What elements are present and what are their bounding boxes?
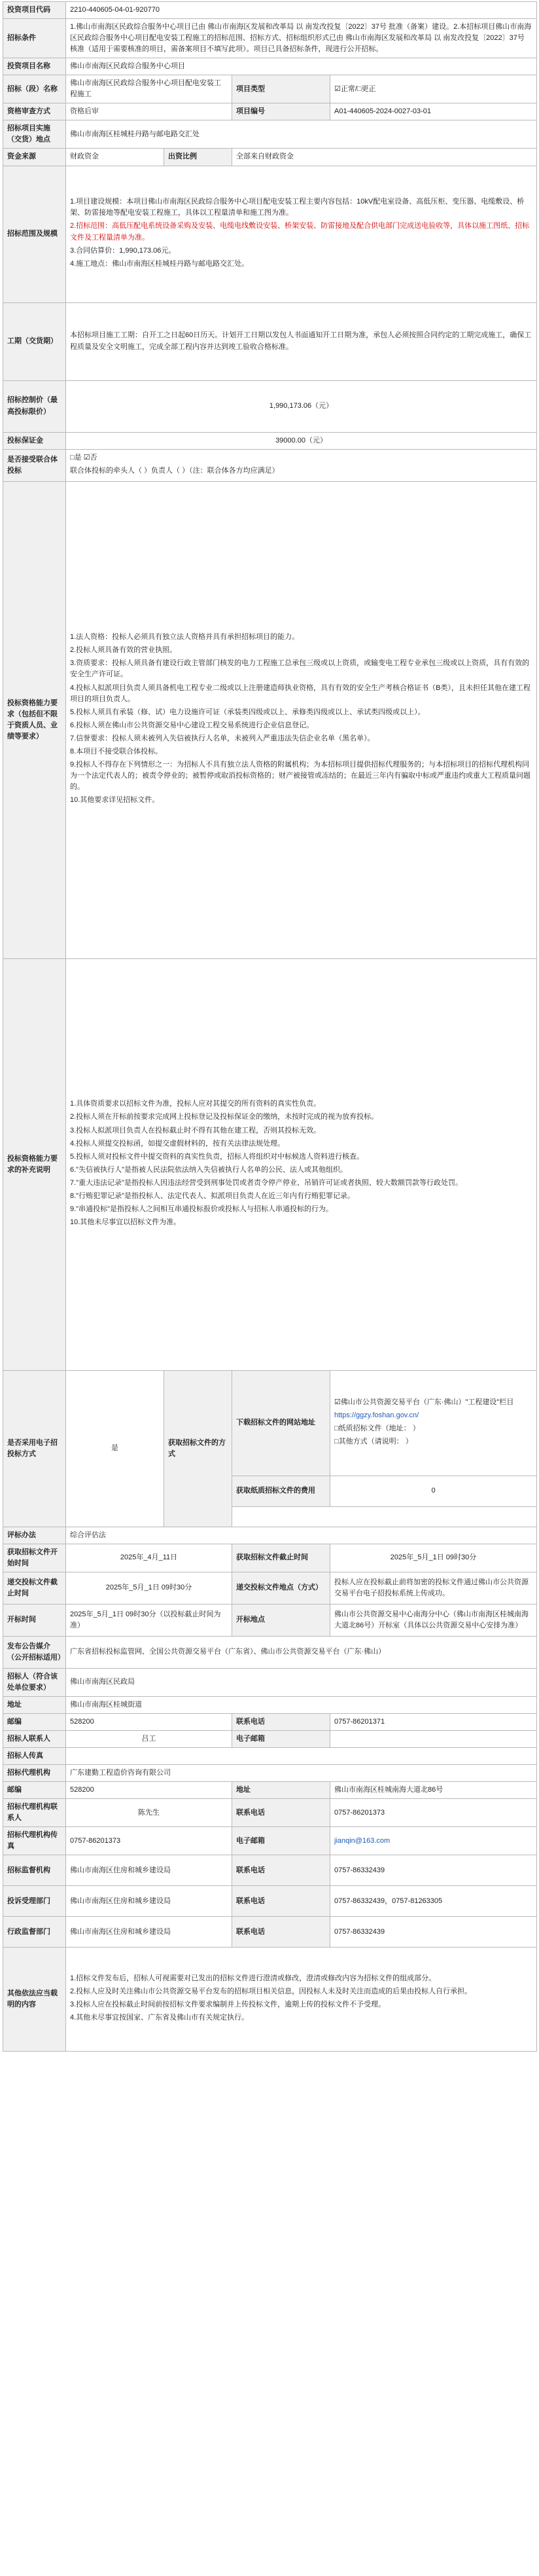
- doc-fee-label: 获取纸质招标文件的费用: [232, 1476, 330, 1506]
- review-item: 5.投标人须对投标文件中提交资料的真实性负责，招标人将组织对中标候选人资料进行核查。: [70, 1152, 364, 1161]
- complain-phone-label: 联系电话: [232, 1886, 330, 1917]
- agent-email[interactable]: jianqin@163.com: [330, 1827, 537, 1855]
- oversee-phone: 0757-86332439: [330, 1855, 537, 1886]
- consortium-value: □是 ☑否: [70, 453, 97, 462]
- doc-fee: 0: [330, 1476, 537, 1506]
- review-item: 10.其他未尽事宜以招标文件为准。: [70, 1218, 181, 1226]
- agent-phone: 0757-86201373: [330, 1799, 537, 1827]
- fund-ratio: 全部来自财政资金: [232, 149, 537, 166]
- tender-name-label: 招标（段）名称: [3, 75, 66, 103]
- admin-phone: 0757-86332439: [330, 1917, 537, 1948]
- get-doc-item: □纸质招标文件（地址： ）: [334, 1424, 420, 1432]
- qual-item: 4.投标人拟派项目负责人须具备机电工程专业二级或以上注册建造师执业资格，具有有效的安全生产考核合格证书（B类），且未担任其他在建工程项目的项目负责人。: [70, 683, 531, 703]
- qual-item: 9.投标人不得存在下列情形之一：为招标人不具有独立法人资格的附属机构；为本招标项目提供招标代理服务的；与本招标项目的招标代理机构同为一个法定代表人的；被责令停业的；被暂停或取消投标资格的；财产被接管或冻结的；在最近三年内有骗取中标或严重违约或重大工程质量问题的。: [70, 760, 530, 791]
- get-doc-item: ☑佛山市公共资源交易平台（广东·佛山）"工程建设"栏目: [334, 1398, 514, 1406]
- scope-item: 3.合同估算价：1,990,173.06元。: [70, 246, 176, 255]
- note-item: 1.招标文件发布后，招标人可视需要对已发出的招标文件进行澄清或修改，澄清或修改内容为招标文件的组成部分。: [70, 1974, 436, 1983]
- review-item: 2.投标人须在开标前按要求完成网上投标登记及投标保证金的缴纳，未按时完成的视为放弃投标。: [70, 1113, 379, 1121]
- review-item: 1.具体资质要求以招标文件为准，投标人应对其提交的所有资料的真实性负责。: [70, 1100, 321, 1108]
- addr: 佛山市南海区桂城街道: [66, 1696, 537, 1713]
- empty-cell: [232, 1506, 537, 1527]
- email-value: [330, 1730, 537, 1747]
- code-label: 邮编: [3, 1713, 66, 1730]
- review-cell: [66, 958, 537, 1370]
- tenderer: 佛山市南海区民政局: [66, 1668, 537, 1696]
- type-label: 项目类型: [232, 75, 330, 103]
- note-item: 4.其他未尽事宜按国家、广东省及佛山市有关规定执行。: [70, 2014, 249, 2022]
- eval-value: 综合评估法: [66, 1527, 537, 1544]
- doc-end-label: 获取招标文件截止时间: [232, 1544, 330, 1572]
- duration-label: 工期（交货期）: [3, 302, 66, 380]
- note-item: 2.投标人应及时关注佛山市公共资源交易平台发布的招标项目相关信息，因投标人未及时关注而造成的后果由投标人自行承担。: [70, 1987, 472, 1996]
- complain-label: 投诉受理部门: [3, 1886, 66, 1917]
- note-item: 3.投标人应在投标截止时间前按招标文件要求编制并上传投标文件，逾期上传的投标文件不予受理。: [70, 2001, 386, 2009]
- tender-table: [3, 1, 537, 2052]
- quals-label: 投标资格能力要求（包括但不限于资质人员、业绩等要求）: [3, 481, 66, 958]
- get-doc-item: □其他方式（请说明： ）: [334, 1437, 413, 1445]
- proj-no-label: 项目编号: [232, 103, 330, 120]
- consortium-note: 联合体投标的牵头人（ ）负责人（ ）（注：联合体各方均应满足）: [70, 466, 279, 475]
- location: 佛山市南海区桂城桂丹路与邮电路交汇处: [66, 120, 537, 149]
- agent-email-label: 电子邮箱: [232, 1827, 330, 1855]
- project-name-label: 投资项目名称: [3, 58, 66, 75]
- open-place-label: 开标地点: [232, 1604, 330, 1636]
- get-doc-cell: [330, 1370, 537, 1476]
- review-item: 4.投标人须提交投标函，如提交虚假材料的，按有关法律法规处理。: [70, 1139, 285, 1148]
- basis-label: 招标条件: [3, 19, 66, 58]
- agent-fax-label: 招标代理机构传真: [3, 1827, 66, 1855]
- open-time: 2025年_5月_1日 09时30分（以投标截止时间为准）: [66, 1604, 232, 1636]
- addr-label: 地址: [3, 1696, 66, 1713]
- admin-label: 行政监督部门: [3, 1917, 66, 1948]
- qual-item: 7.信誉要求：投标人须未被列入失信被执行人名单，未被列入严重违法失信企业名单（黑名单）。: [70, 734, 375, 742]
- agent-fax: 0757-86201373: [66, 1827, 232, 1855]
- fund-src-label: 资金来源: [3, 149, 66, 166]
- duration-text: 本招标项目施工工期：自开工之日起60日历天。计划开工日期以发包人书面通知开工日期为准，承包人必须按照合同约定的工期完成施工，确保工程质量及安全文明施工，完成全部工程内容并达到竣工验收合格标准。: [66, 302, 537, 380]
- complain-value: 佛山市南海区住房和城乡建设局: [66, 1886, 232, 1917]
- doc-start-label: 获取招标文件开始时间: [3, 1544, 66, 1572]
- oversee-phone-label: 联系电话: [232, 1855, 330, 1886]
- qual-item: 6.投标人须在佛山市公共资源交易中心建设工程交易系统进行企业信息登记。: [70, 721, 314, 729]
- email-label: 电子邮箱: [232, 1730, 330, 1747]
- e-bid-value: 是: [66, 1370, 164, 1527]
- proj-no: A01-440605-2024-0027-03-01: [330, 103, 537, 120]
- agent-contact-label: 招标代理机构联系人: [3, 1799, 66, 1827]
- project-code: 2210-440605-04-01-920770: [66, 2, 537, 19]
- tender-name: 佛山市南海区民政综合服务中心项目配电安装工程施工: [66, 75, 232, 103]
- basis-text: 1.佛山市南海区民政综合服务中心项目已由 佛山市南海区发展和改革局 以 南发改投复〔2022〕37号 批准（备案）建设。2.本招标项目佛山市南海区民政综合服务中心项目配电安装工程施工的招标范围、招标方式、招标组织形式已由 佛山市南海区发展和改革局 以 南发改投复〔2022〕37号 核准（适用于需要核准的项目，需备案项目不填写此项）。项目已具备招标条件，现进行公开招标。: [66, 19, 537, 58]
- phone-label: 联系电话: [232, 1713, 330, 1730]
- submit-place: 投标人应在投标截止前将加密的投标文件通过佛山市公共资源交易平台电子招投标系统上传成功。: [330, 1572, 537, 1604]
- e-bid-label: 是否采用电子招投标方式: [3, 1370, 66, 1527]
- admin-value: 佛山市南海区住房和城乡建设局: [66, 1917, 232, 1948]
- limit-value: 1,990,173.06（元）: [66, 380, 537, 432]
- submit-place-label: 递交投标文件地点（方式）: [232, 1572, 330, 1604]
- scope-item: 4.施工地点：佛山市南海区桂城桂丹路与邮电路交汇处。: [70, 259, 249, 268]
- qual-item: 5.投标人须具有承装（修、试）电力设施许可证（承装类四级或以上、承修类四级或以上、承试类四级或以上）。: [70, 708, 425, 716]
- agent-code: 528200: [66, 1782, 232, 1799]
- consortium-cell: [66, 449, 537, 481]
- review-item: 8."行贿犯罪记录"是指投标人、法定代表人、拟派项目负责人在近三年内有行贿犯罪记录。: [70, 1191, 355, 1200]
- type-value: ☑正常/□更正: [330, 75, 537, 103]
- review-label: 投标资格能力要求的补充说明: [3, 958, 66, 1370]
- project-name: 佛山市南海区民政综合服务中心项目: [66, 58, 537, 75]
- review-item: 9."串通投标"是指投标人之间相互串通投标报价或投标人与招标人串通投标的行为。: [70, 1205, 333, 1213]
- notes-cell: [66, 1948, 537, 2052]
- project-code-label: 投资项目代码: [3, 2, 66, 19]
- review-item: 3.投标人拟派项目负责人在投标截止时不得有其他在建工程，否则其投标无效。: [70, 1126, 321, 1134]
- scope-item: 2.招标范围：高低压配电系统设备采购及安装、电缆电线敷设安装、桥架安装、防雷接地及配合供电部门完成送电验收等，具体以施工图纸、招标文件及工程量清单为准。: [70, 222, 530, 242]
- media-value: 广东省招标投标监管网、全国公共资源交易平台（广东省）、佛山市公共资源交易平台（广东·佛山）: [66, 1636, 537, 1668]
- scope-text: [66, 166, 537, 302]
- consortium-label: 是否接受联合体投标: [3, 449, 66, 481]
- fund-src: 财政资金: [66, 149, 164, 166]
- notes-label: 其他依法应当载明的内容: [3, 1948, 66, 2052]
- open-place: 佛山市公共资源交易中心南海分中心（佛山市南海区桂城南海大道北86号）开标室（具体以公共资源交易中心安排为准）: [330, 1604, 537, 1636]
- agent-phone-label: 联系电话: [232, 1799, 330, 1827]
- contact2-label: 招标人传真: [3, 1748, 66, 1765]
- eval-label: 评标办法: [3, 1527, 66, 1544]
- scope-label: 招标范围及规模: [3, 166, 66, 302]
- fund-ratio-label: 出资比例: [164, 149, 232, 166]
- agent-label: 招标代理机构: [3, 1765, 66, 1782]
- get-doc-label: 获取招标文件的方式: [164, 1370, 232, 1527]
- phone-value: 0757-86201371: [330, 1713, 537, 1730]
- scope-item: 1.项目建设规模：本项目佛山市南海区民政综合服务中心项目配电安装工程主要内容包括：10kV配电室设备、高低压柜、变压器、电缆敷设、桥架、防雷接地等配电安装工程施工，具体以工程量清单和施工图为准。: [70, 198, 525, 217]
- media-label: 发布公告媒介（公开招标适用）: [3, 1636, 66, 1668]
- code-value: 528200: [66, 1713, 232, 1730]
- qual-item: 1.法人资格：投标人必须具有独立法人资格并具有承担招标项目的能力。: [70, 633, 300, 642]
- oversee-label: 招标监督机构: [3, 1855, 66, 1886]
- submit-label: 递交投标文件截止时间: [3, 1572, 66, 1604]
- submit-value: 2025年_5月_1日 09时30分: [66, 1572, 232, 1604]
- admin-phone-label: 联系电话: [232, 1917, 330, 1948]
- review-item: 6."失信被执行人"是指被人民法院依法纳入失信被执行人名单的公民、法人或其他组织。: [70, 1165, 347, 1174]
- contact-value: 吕工: [66, 1730, 232, 1747]
- qual-value: 资格后审: [66, 103, 232, 120]
- agent-value: 广东建勤工程造价咨询有限公司: [66, 1765, 537, 1782]
- qual-item: 8.本项目不接受联合体投标。: [70, 747, 163, 755]
- tenderer-label: 招标人（符合该处单位要求）: [3, 1668, 66, 1696]
- oversee-value: 佛山市南海区住房和城乡建设局: [66, 1855, 232, 1886]
- location-label: 招标项目实施（交货）地点: [3, 120, 66, 149]
- review-item: 7."重大违法记录"是指投标人因违法经营受到刑事处罚或者责令停产停业、吊销许可证或者执照、较大数额罚款等行政处罚。: [70, 1178, 462, 1187]
- bond-value: 39000.00（元）: [66, 432, 537, 449]
- doc-start: 2025年_4月_11日: [66, 1544, 232, 1572]
- agent-code-label: 邮编: [3, 1782, 66, 1799]
- limit-label: 招标控制价（最高投标限价）: [3, 380, 66, 432]
- download-label: 下载招标文件的网站地址: [232, 1370, 330, 1476]
- doc-end: 2025年_5月_1日 09时30分: [330, 1544, 537, 1572]
- agent-addr: 佛山市南海区桂城南海大道北86号: [330, 1782, 537, 1799]
- qual-item: 10.其他要求详见招标文件。: [70, 795, 160, 804]
- qual-label: 资格审查方式: [3, 103, 66, 120]
- download-url[interactable]: https://ggzy.foshan.gov.cn/: [334, 1411, 419, 1419]
- bond-label: 投标保证金: [3, 432, 66, 449]
- qual-item: 3.资质要求：投标人须具备有建设行政主管部门核发的电力工程施工总承包三级或以上资质，或输变电工程专业承包三级或以上资质，具有有效的安全生产许可证。: [70, 659, 530, 679]
- complain-phone: 0757-86332439，0757-81263305: [330, 1886, 537, 1917]
- agent-contact: 陈先生: [66, 1799, 232, 1827]
- contact2-value: [66, 1748, 537, 1765]
- qual-item: 2.投标人须具备有效的营业执照。: [70, 646, 177, 655]
- contact-label: 招标人联系人: [3, 1730, 66, 1747]
- agent-addr-label: 地址: [232, 1782, 330, 1799]
- open-time-label: 开标时间: [3, 1604, 66, 1636]
- quals-cell: [66, 481, 537, 958]
